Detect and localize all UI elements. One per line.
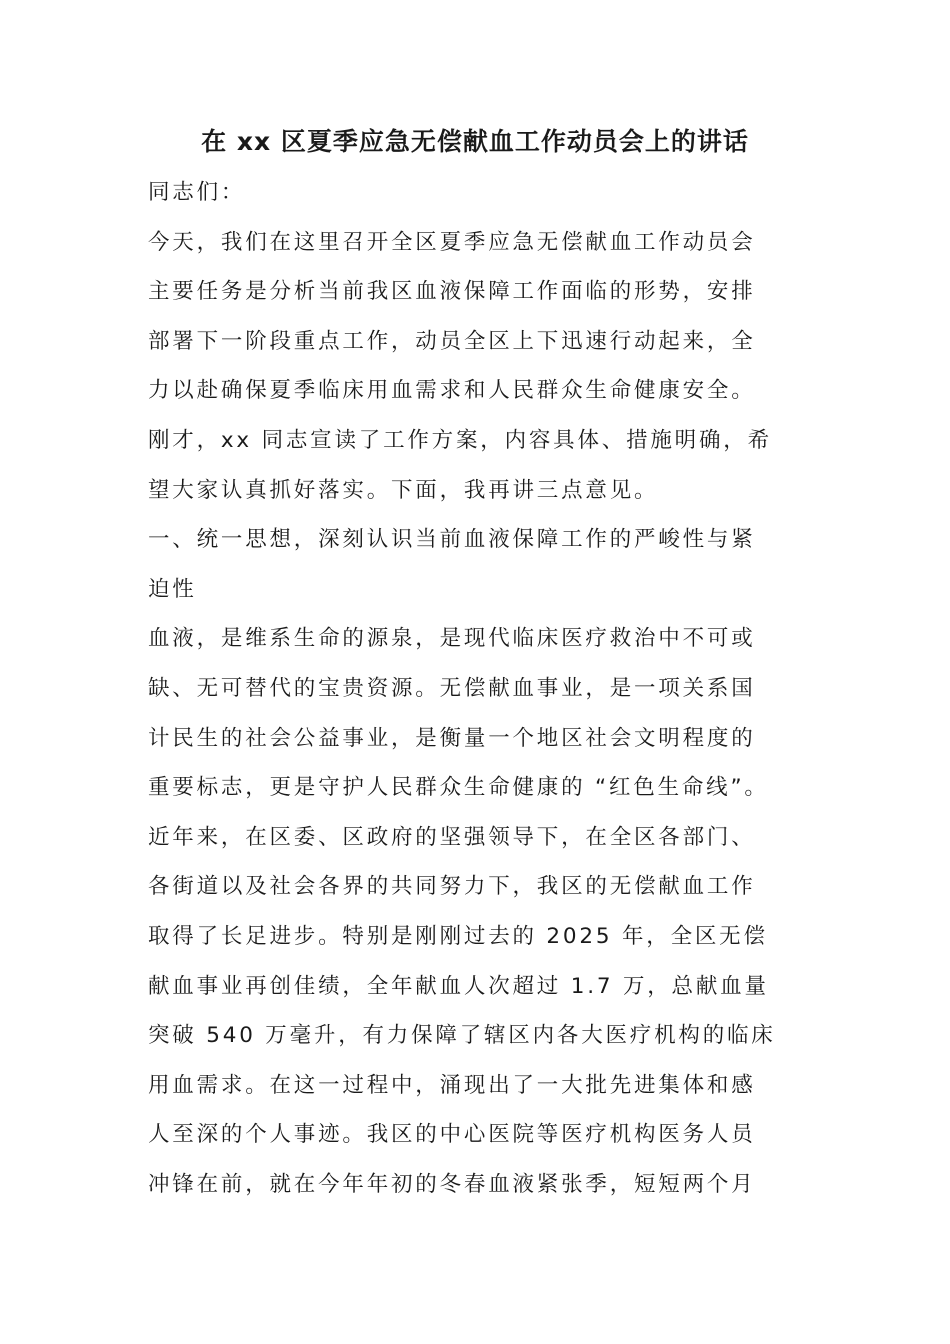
section-heading-line: 迫性	[148, 576, 197, 602]
paragraph-line: 同志们：	[148, 180, 246, 205]
paragraph-line: 用血需求。在这一过程中，涌现出了一大批先进集体和感	[148, 1072, 756, 1098]
paragraph-line: 今天，我们在这里召开全区夏季应急无偿献血工作动员会	[148, 229, 756, 255]
document-title: 在 xx 区夏季应急无偿献血工作动员会上的讲话	[201, 127, 749, 156]
paragraph-line: 血液，是维系生命的源泉，是现代临床医疗救治中不可或	[148, 626, 756, 652]
paragraph-line: 献血事业再创佳绩，全年献血人次超过 1.7 万，总献血量	[148, 973, 769, 999]
section-heading-line: 一、统一思想，深刻认识当前血液保障工作的严峻性与紧	[148, 527, 756, 553]
paragraph-line: 近年来，在区委、区政府的坚强领导下，在全区各部门、	[148, 824, 756, 850]
paragraph-line: 重要标志，更是守护人民群众生命健康的 “红色生命线”。	[148, 775, 769, 801]
paragraph-line: 计民生的社会公益事业，是衡量一个地区社会文明程度的	[148, 725, 756, 751]
paragraph-line: 冲锋在前，就在今年年初的冬春血液紧张季，短短两个月	[148, 1171, 756, 1197]
paragraph-line: 主要任务是分析当前我区血液保障工作面临的形势，安排	[148, 279, 756, 305]
paragraph-line: 缺、无可替代的宝贵资源。无偿献血事业，是一项关系国	[148, 675, 756, 701]
paragraph-line: 望大家认真抓好落实。下面，我再讲三点意见。	[148, 477, 659, 503]
paragraph-line: 取得了长足进步。特别是刚刚过去的 2025 年，全区无偿	[148, 923, 768, 949]
paragraph-line: 突破 540 万毫升，有力保障了辖区内各大医疗机构的临床	[148, 1023, 776, 1049]
paragraph-line: 人至深的个人事迹。我区的中心医院等医疗机构医务人员	[148, 1122, 756, 1148]
document-body	[148, 168, 810, 1209]
paragraph-line: 刚才，xx 同志宣读了工作方案，内容具体、措施明确，希	[148, 427, 772, 453]
paragraph-line: 各街道以及社会各界的共同努力下，我区的无偿献血工作	[148, 874, 756, 900]
paragraph-line: 部署下一阶段重点工作，动员全区上下迅速行动起来，全	[148, 328, 756, 354]
paragraph-line: 力以赴确保夏季临床用血需求和人民群众生命健康安全。	[148, 378, 756, 404]
